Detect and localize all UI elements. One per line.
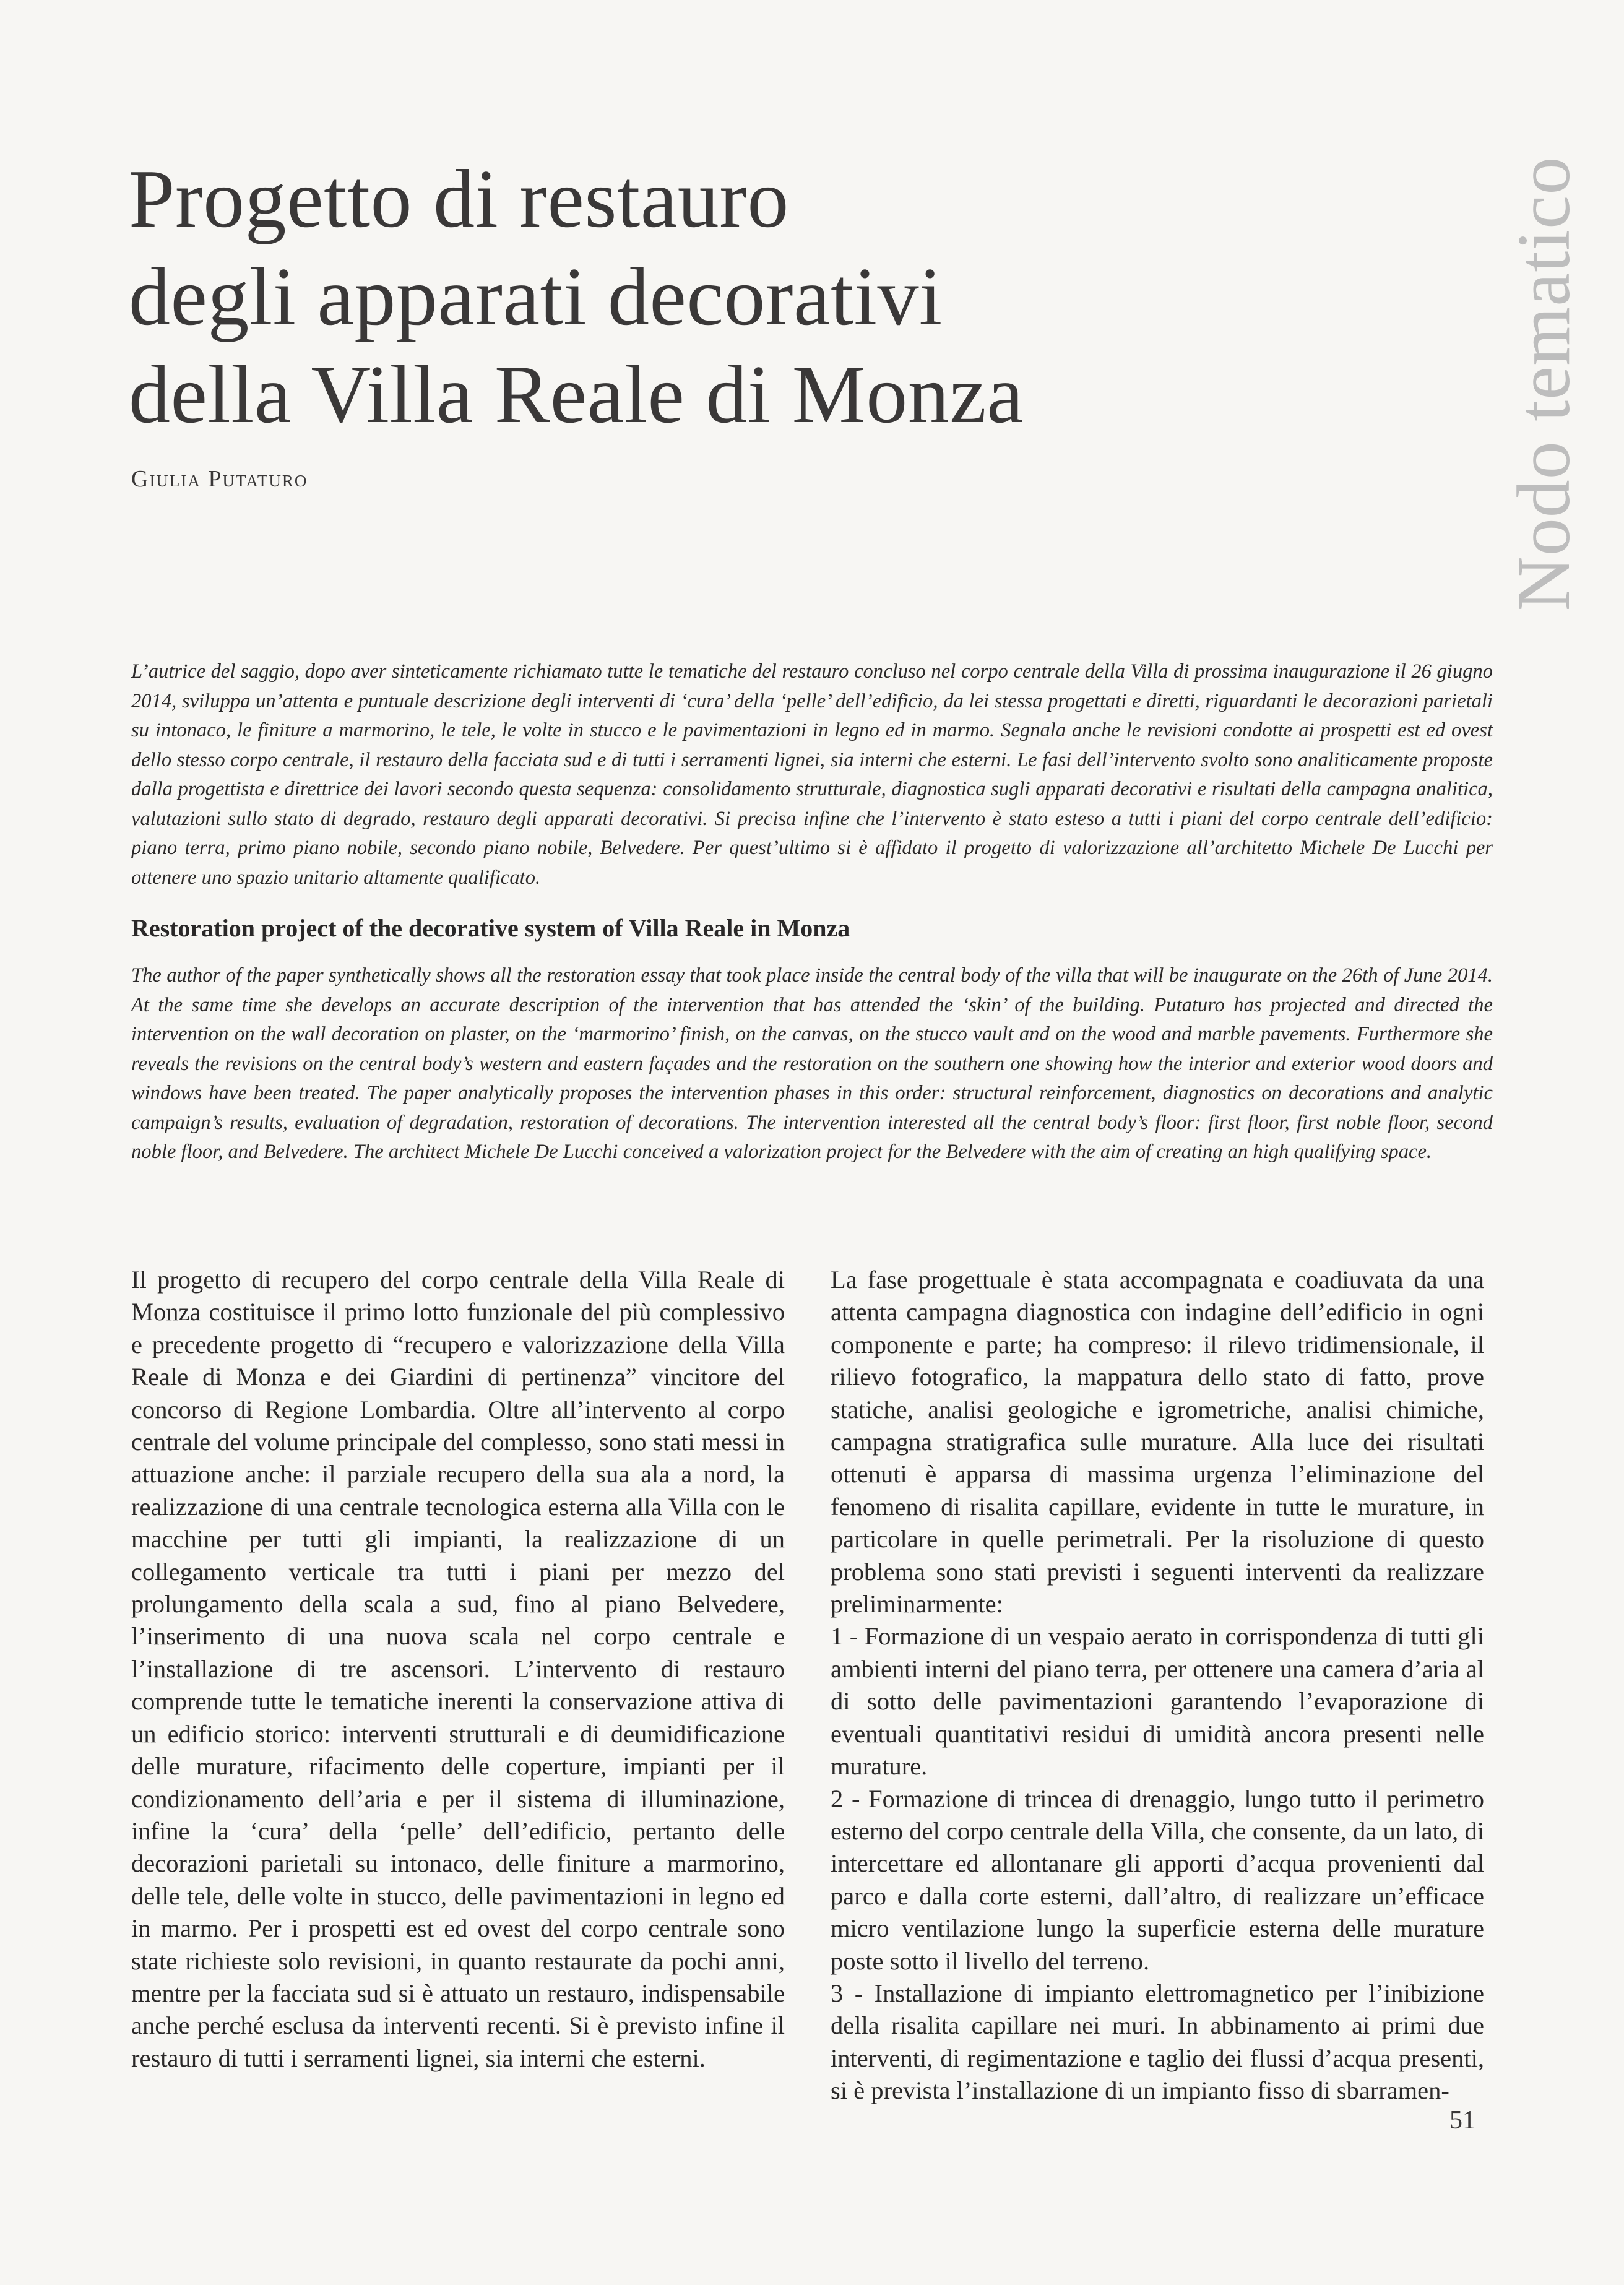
abstract-italian: L’autrice del saggio, dopo aver sinteticamente richiamato tutte le tematiche del restauro concluso nel corpo centrale della Villa di prossima inaugurazione il 26 giugno 2014, sviluppa un’attenta e puntuale descrizione degli interventi di ‘cura’ della ‘pelle’ dell’edificio, da lei stessa progettati e diretti, riguardanti le decorazioni parietali su intonaco, le finiture a marmorino, le tele, le volte in stucco e le pavimentazioni in legno ed in marmo. Segnala anche le revisioni condotte ai prospetti est ed ovest dello stesso corpo centrale, il restauro della facciata sud e di tutti i serramenti lignei, sia interni che esterni. Le fasi dell’intervento svolto sono analiticamente proposte dalla progettista e direttrice dei lavori secondo questa sequenza: consolidamento strutturale, diagnostica sugli apparati decorativi e risultati della campagna analitica, valutazioni sullo stato di degrado, restauro degli apparati decorativi. Si precisa infine che l’intervento è stato esteso a tutti i piani del corpo centrale dell’edificio: piano terra, primo piano nobile, secondo piano nobile, Belvedere. Per quest’ultimo si è affidato il progetto di valorizzazione all’architetto Michele De Lucchi per ottenere uno spazio unitario altamente qualificato. <box>131 660 1493 889</box>
body-column-right <box>831 1264 1484 2107</box>
page-number: 51 <box>1449 2106 1475 2135</box>
article-title <box>129 150 1305 443</box>
body-paragraph: 1 - Formazione di un vespaio aerato in corrispondenza di tutti gli ambienti interni del piano terra, per ottenere una camera d’aria al di sotto delle pavimentazioni garantendo l’evaporazione di eventuali quantitativi residui di umidità ancora presenti nelle murature. <box>831 1622 1484 1781</box>
title-line-2: degli apparati decorativi <box>129 251 943 342</box>
abstract-english-heading: Restoration project of the decorative system of Villa Reale in Monza <box>131 914 850 942</box>
title-line-3: della Villa Reale di Monza <box>129 348 1024 440</box>
abstract-english: The author of the paper synthetically shows all the restoration essay that took place inside the central body of the villa that will be inaugurate on the 26th of June 2014. At the same time she develops an accurate description of the intervention that has attended the ‘skin’ of the building. Putaturo has projected and directed the intervention on the wall decoration on plaster, on the ‘marmorino’ finish, on the canvas, on the stucco vault and on the wood and marble pavements. Furthermore she reveals the revisions on the central body’s western and eastern façades and the restoration on the southern one showing how the interior and exterior wood doors and windows have been treated. The paper analytically proposes the intervention phases in this order: structural reinforcement, diagnostics on decorations and analytic campaign’s results, evaluation of degradation, restoration of decorations. The intervention interested all the central body’s floor: first floor, first noble floor, second noble floor, and Belvedere. The architect Michele De Lucchi conceived a valorization project for the Belvedere with the aim of creating an high qualifying space. <box>131 964 1493 1163</box>
body-column-left <box>131 1264 785 2075</box>
body-paragraph: 2 - Formazione di trincea di drenaggio, lungo tutto il perimetro esterno del corpo centrale della Villa, che consente, da un lato, di intercettare ed allontanare gli apporti d’acqua provenienti dal parco e dalla corte esterni, dall’altro, di realizzare un’efficace micro ventilazione lungo la superficie esterna delle murature poste sotto il livello del terreno. <box>831 1784 1484 1975</box>
title-line-1: Progetto di restauro <box>129 153 789 244</box>
body-paragraph: Il progetto di recupero del corpo centrale della Villa Reale di Monza costituisce il primo lotto funzionale del più complessivo e precedente progetto di “recupero e valorizzazione della Villa Reale di Monza e dei Giardini di pertinenza” vincitore del concorso di Regione Lombardia. Oltre all’intervento al corpo centrale del volume principale del complesso, sono stati messi in attuazione anche: il parziale recupero della sua ala a nord, la realizzazione di una centrale tecnologica esterna alla Villa con le macchine per tutti gli impianti, la realizzazione di un collegamento verticale tra tutti i piani per mezzo del prolungamento della scala a sud, fino al piano Belvedere, l’inserimento di una nuova scala nel corpo centrale e l’installazione di tre ascensori. L’intervento di restauro comprende tutte le tematiche inerenti la conservazione attiva di un edificio storico: interventi strutturali e di deumidificazione delle murature, rifacimento delle coperture, impianti per il condizionamento dell’aria e per il sistema di illuminazione, infine la ‘cura’ della ‘pelle’ dell’edificio, pertanto delle decorazioni parietali su intonaco, delle finiture a marmorino, delle tele, delle volte in stucco, delle pavimentazioni in legno ed in marmo. Per i prospetti est ed ovest del corpo centrale sono state richieste solo revisioni, in quanto restaurate da pochi anni, mentre per la facciata sud si è attuato un restauro, indispensabile anche perché esclusa da interventi recenti. Si è previsto infine il restauro di tutti i serramenti lignei, sia interni che esterni. <box>131 1266 785 2072</box>
body-paragraph: 3 - Installazione di impianto elettromagnetico per l’inibizione della risalita capillare nei muri. In abbinamento ai primi due interventi, di regimentazione e taglio dei flussi d’acqua presenti, si è prevista l’installazione di un impianto fisso di sbarramen- <box>831 1979 1484 2105</box>
body-paragraph: La fase progettuale è stata accompagnata e coadiuvata da una attenta campagna diagnostica con indagine dell’edificio in ogni componente e parte; ha compreso: il rilevo tridimensionale, il rilievo fotografico, la mappatura dello stato di fatto, prove statiche, analisi geologiche e igrometriche, analisi chimiche, campagna stratigrafica sulle murature. Alla luce dei risultati ottenuti è apparsa di massima urgenza l’eliminazione del fenomeno di risalita capillare, evidente in tutte le murature, in particolare in quelle perimetrali. Per la risoluzione di questo problema sono stati previsti i seguenti interventi da realizzare preliminarmente: <box>831 1266 1484 1618</box>
section-label: Nodo tematico <box>1502 156 1586 611</box>
author-name: Giulia Putaturo <box>131 466 308 492</box>
